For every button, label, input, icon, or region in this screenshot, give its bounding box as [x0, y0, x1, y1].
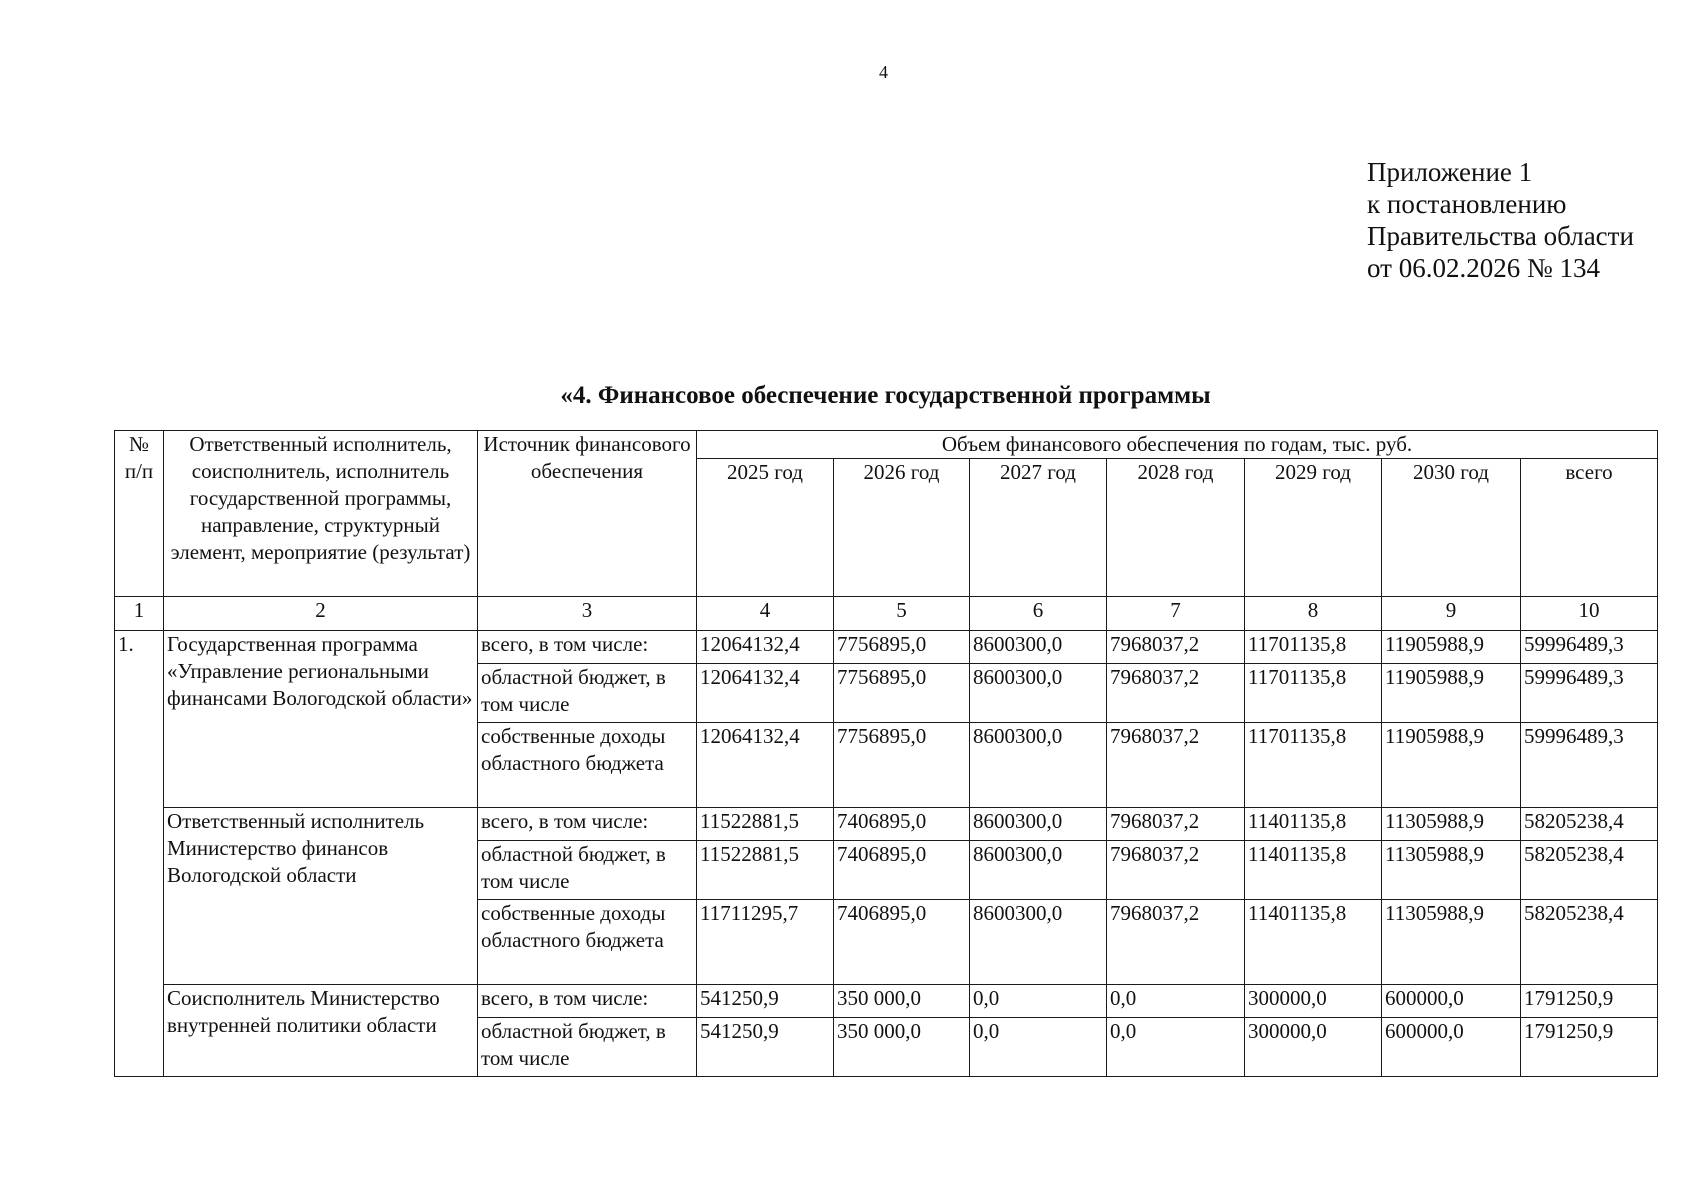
value-cell: 59996489,3 — [1521, 631, 1658, 664]
value-cell: 58205238,4 — [1521, 841, 1658, 900]
header-year: 2028 год — [1107, 459, 1245, 597]
value-cell: 11401135,8 — [1245, 900, 1382, 985]
value-cell: 600000,0 — [1382, 985, 1521, 1018]
index-cell: 7 — [1107, 597, 1245, 631]
header-year: 2027 год — [970, 459, 1107, 597]
financing-table — [114, 430, 1658, 1077]
value-cell: 7968037,2 — [1107, 900, 1245, 985]
value-cell: 7406895,0 — [834, 808, 970, 841]
value-cell: 7968037,2 — [1107, 664, 1245, 723]
value-cell: 11522881,5 — [697, 841, 834, 900]
value-cell: 8600300,0 — [970, 900, 1107, 985]
source-cell: всего, в том числе: — [478, 985, 697, 1018]
header-year: 2026 год — [834, 459, 970, 597]
header-num: № п/п — [115, 431, 164, 597]
value-cell: 11522881,5 — [697, 808, 834, 841]
source-cell: областной бюджет, в том числе — [478, 664, 697, 723]
value-cell: 350 000,0 — [834, 1018, 970, 1077]
group-name: Ответственный исполнитель Министерство финансов Вологодской области — [164, 808, 478, 985]
row-number: 1. — [115, 631, 164, 1077]
index-cell: 8 — [1245, 597, 1382, 631]
value-cell: 11701135,8 — [1245, 664, 1382, 723]
header-year: 2030 год — [1382, 459, 1521, 597]
section-title: «4. Финансовое обеспечение государственной программы — [560, 382, 1211, 409]
page-number: 4 — [879, 62, 888, 82]
value-cell: 59996489,3 — [1521, 664, 1658, 723]
value-cell: 11305988,9 — [1382, 808, 1521, 841]
value-cell: 11905988,9 — [1382, 631, 1521, 664]
index-cell: 3 — [478, 597, 697, 631]
source-cell: областной бюджет, в том числе — [478, 1018, 697, 1077]
value-cell: 8600300,0 — [970, 664, 1107, 723]
value-cell: 0,0 — [970, 985, 1107, 1018]
value-cell: 7406895,0 — [834, 900, 970, 985]
value-cell: 11305988,9 — [1382, 900, 1521, 985]
header-year: 2025 год — [697, 459, 834, 597]
appendix-line: Приложение 1 — [1367, 157, 1533, 187]
value-cell: 1791250,9 — [1521, 1018, 1658, 1077]
value-cell: 300000,0 — [1245, 985, 1382, 1018]
value-cell: 12064132,4 — [697, 723, 834, 808]
header-total: всего — [1521, 459, 1658, 597]
value-cell: 0,0 — [1107, 1018, 1245, 1077]
header-year: 2029 год — [1245, 459, 1382, 597]
index-cell: 1 — [115, 597, 164, 631]
value-cell: 7968037,2 — [1107, 723, 1245, 808]
index-cell: 4 — [697, 597, 834, 631]
appendix-line: Правительства области — [1367, 221, 1634, 251]
value-cell: 58205238,4 — [1521, 900, 1658, 985]
group-name: Соисполнитель Министерство внутренней политики области — [164, 985, 478, 1077]
value-cell: 7968037,2 — [1107, 841, 1245, 900]
appendix-line: к постановлению — [1367, 189, 1567, 219]
value-cell: 7756895,0 — [834, 723, 970, 808]
value-cell: 1791250,9 — [1521, 985, 1658, 1018]
value-cell: 12064132,4 — [697, 664, 834, 723]
source-cell: собственные доходы областного бюджета — [478, 723, 697, 808]
value-cell: 541250,9 — [697, 985, 834, 1018]
index-cell: 6 — [970, 597, 1107, 631]
value-cell: 11305988,9 — [1382, 841, 1521, 900]
appendix-line: от 06.02.2026 № 134 — [1367, 253, 1600, 283]
value-cell: 350 000,0 — [834, 985, 970, 1018]
header-source: Источник финансового обеспечения — [478, 431, 697, 597]
source-cell: всего, в том числе: — [478, 808, 697, 841]
index-cell: 9 — [1382, 597, 1521, 631]
value-cell: 8600300,0 — [970, 841, 1107, 900]
index-cell: 2 — [164, 597, 478, 631]
value-cell: 7968037,2 — [1107, 631, 1245, 664]
value-cell: 300000,0 — [1245, 1018, 1382, 1077]
value-cell: 7756895,0 — [834, 664, 970, 723]
header-executor: Ответственный исполнитель, соисполнитель, исполнитель государственной программы, направление, структурный элемент, мероприятие (результат) — [164, 431, 478, 597]
value-cell: 0,0 — [970, 1018, 1107, 1077]
value-cell: 8600300,0 — [970, 723, 1107, 808]
value-cell: 8600300,0 — [970, 808, 1107, 841]
value-cell: 8600300,0 — [970, 631, 1107, 664]
value-cell: 541250,9 — [697, 1018, 834, 1077]
value-cell: 0,0 — [1107, 985, 1245, 1018]
source-cell: областной бюджет, в том числе — [478, 841, 697, 900]
value-cell: 7756895,0 — [834, 631, 970, 664]
table-row — [115, 985, 1658, 1018]
table-row — [115, 808, 1658, 841]
group-name: Государственная программа «Управление региональными финансами Вологодской области» — [164, 631, 478, 808]
appendix-block — [1367, 156, 1634, 284]
source-cell: собственные доходы областного бюджета — [478, 900, 697, 985]
value-cell: 12064132,4 — [697, 631, 834, 664]
index-cell: 5 — [834, 597, 970, 631]
value-cell: 11401135,8 — [1245, 808, 1382, 841]
value-cell: 7968037,2 — [1107, 808, 1245, 841]
value-cell: 11701135,8 — [1245, 723, 1382, 808]
table-row — [115, 631, 1658, 664]
index-cell: 10 — [1521, 597, 1658, 631]
value-cell: 11905988,9 — [1382, 664, 1521, 723]
value-cell: 600000,0 — [1382, 1018, 1521, 1077]
source-cell: всего, в том числе: — [478, 631, 697, 664]
value-cell: 11905988,9 — [1382, 723, 1521, 808]
value-cell: 58205238,4 — [1521, 808, 1658, 841]
header-volume: Объем финансового обеспечения по годам, тыс. руб. — [697, 431, 1658, 459]
value-cell: 11711295,7 — [697, 900, 834, 985]
value-cell: 7406895,0 — [834, 841, 970, 900]
value-cell: 11401135,8 — [1245, 841, 1382, 900]
value-cell: 59996489,3 — [1521, 723, 1658, 808]
value-cell: 11701135,8 — [1245, 631, 1382, 664]
